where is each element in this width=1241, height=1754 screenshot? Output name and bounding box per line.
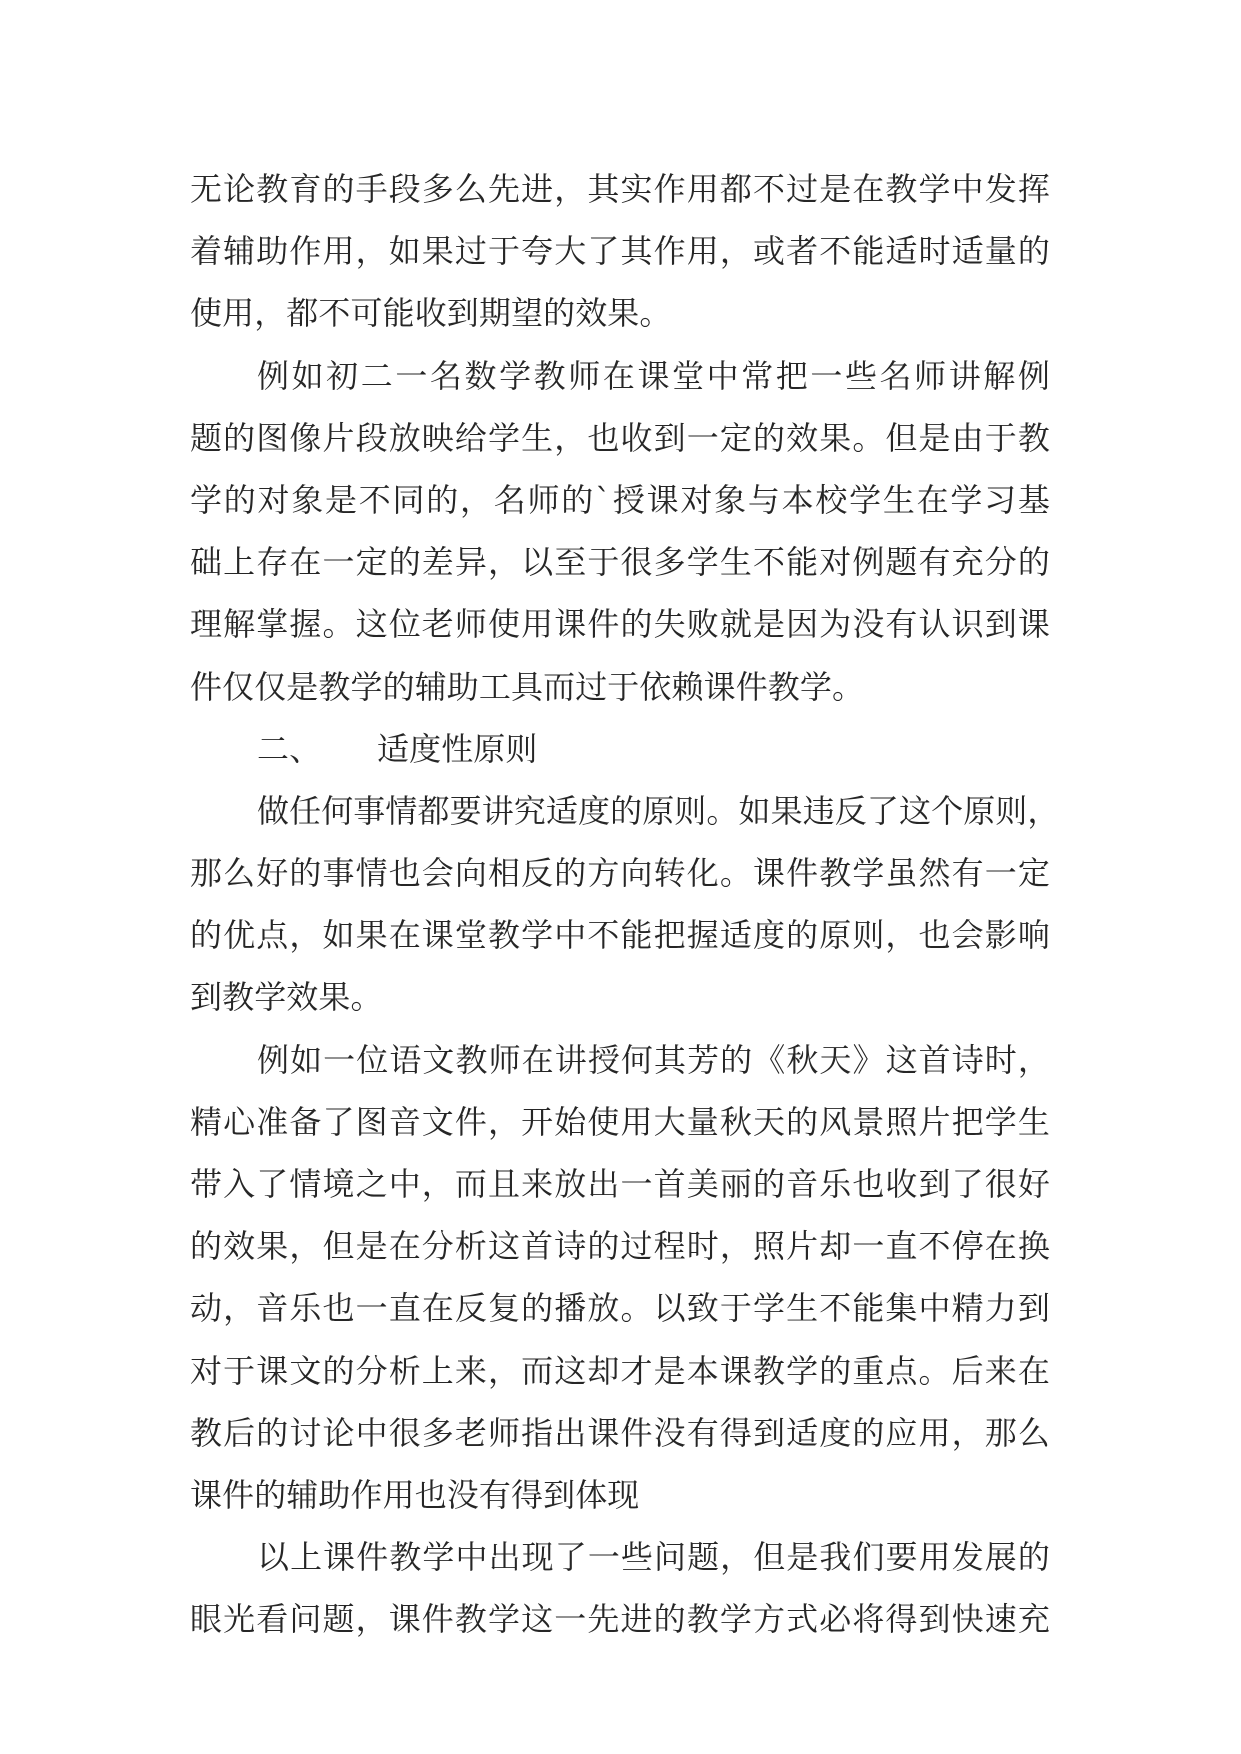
text-line: 课件的辅助作用也没有得到体现 [190,1475,640,1514]
text-line: 无论教育的手段多么先进，其实作用都不过是在教学中发挥 [190,170,1050,208]
text-line: 例如一位语文教师在讲授何其芳的《秋天》这首诗时， [257,1040,1050,1079]
text-line: 以上课件教学中出现了一些问题，但是我们要用发展的 [257,1538,1050,1577]
section-heading [190,718,1050,780]
text-line: 眼光看问题，课件教学这一先进的教学方式必将得到快速充 [190,1600,1050,1639]
text-line: 对于课文的分析上来，而这却才是本课教学的重点。后来在 [190,1351,1050,1390]
text-line: 教后的讨论中很多老师指出课件没有得到适度的应用，那么 [190,1413,1050,1452]
body-text [190,158,1060,1651]
section-heading-title: 适度性原则 [377,729,538,768]
text-line: 础上存在一定的差异，以至于很多学生不能对例题有充分的 [190,543,1050,582]
text-line: 到教学效果。 [190,978,383,1017]
text-line: 理解掌握。这位老师使用课件的失败就是因为没有认识到课 [190,605,1050,644]
text-line: 那么好的事情也会向相反的方向转化。课件教学虽然有一定 [190,854,1050,893]
text-line: 带入了情境之中，而且来放出一首美丽的音乐也收到了很好 [190,1165,1050,1203]
text-line: 做任何事情都要讲究适度的原则。如果违反了这个原则， [257,791,1060,830]
text-line: 例如初二一名数学教师在课堂中常把一些名师讲解例 [257,356,1050,395]
text-line: 的优点，如果在课堂教学中不能把握适度的原则，也会影响 [190,916,1050,955]
text-line: 题的图像片段放映给学生，也收到一定的效果。但是由于教 [190,418,1050,457]
section-heading-number: 二、 [257,729,322,768]
text-line: 的效果，但是在分析这首诗的过程时，照片却一直不停在换 [190,1227,1050,1266]
text-line: 着辅助作用，如果过于夸大了其作用，或者不能适时适量的 [190,232,1050,271]
text-line: 精心准备了图音文件，开始使用大量秋天的风景照片把学生 [190,1102,1050,1141]
text-line: 件仅仅是教学的辅助工具而过于依赖课件教学。 [190,667,865,706]
text-line: 使用，都不可能收到期望的效果。 [190,294,672,333]
text-line: 学的对象是不同的，名师的`授课对象与本校学生在学习基 [190,480,1050,519]
text-line: 动，音乐也一直在反复的播放。以致于学生不能集中精力到 [190,1289,1050,1328]
